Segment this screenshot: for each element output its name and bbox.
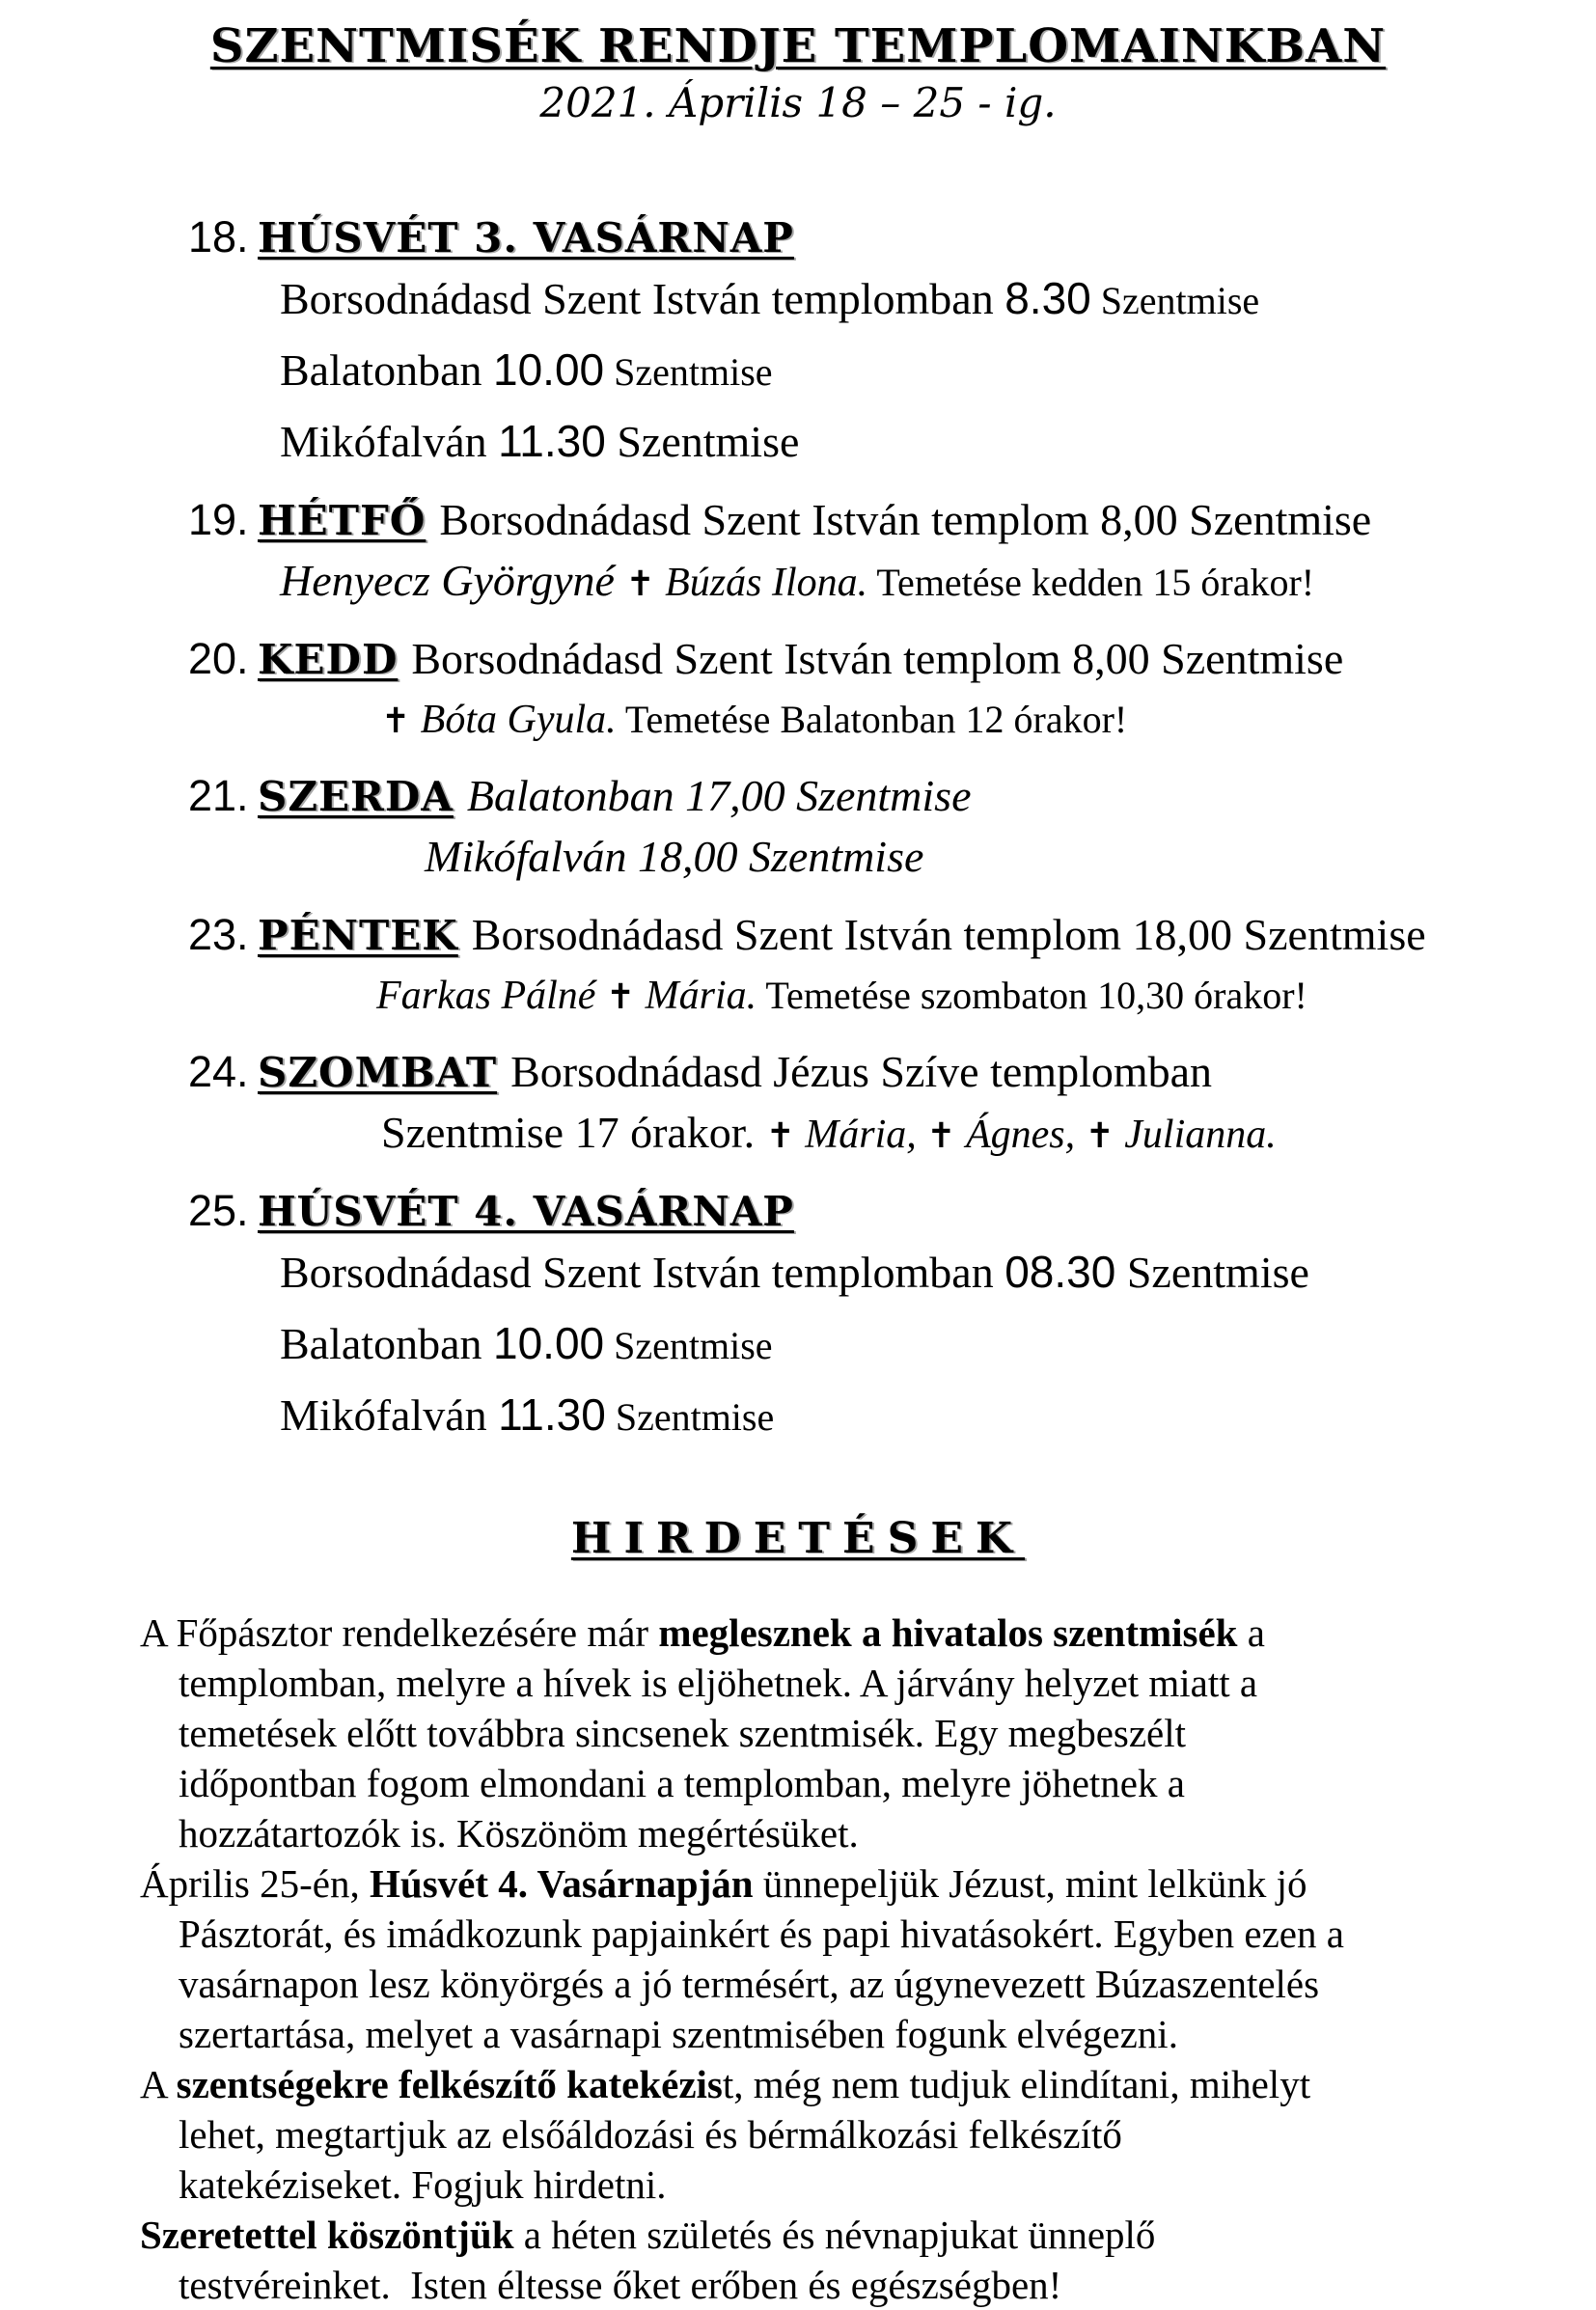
- text-segment-bold: Húsvét 4. Vasárnapján: [370, 1861, 754, 1906]
- item-day-name: HÉTFŐ: [258, 497, 427, 544]
- mass-label: Szentmise: [1115, 1248, 1309, 1297]
- paragraph-line: [179, 1909, 1528, 1959]
- deceased-name: Julianna.: [1114, 1113, 1277, 1157]
- funeral-line: [280, 551, 1596, 621]
- text-segment: A: [140, 2062, 177, 2106]
- item-day-name: KEDD: [258, 636, 399, 683]
- location-text: Balatonban 17,00 Szentmise: [466, 771, 972, 820]
- time-value: 10.00: [493, 1318, 605, 1368]
- text-segment: vasárnapon lesz könyörgés a jó termésért, az úgynevezett Búzaszentelés: [179, 1962, 1320, 2006]
- document-header: [0, 0, 1596, 126]
- item-number: 21.: [188, 771, 249, 820]
- announcement-paragraph: [140, 1608, 1528, 1858]
- paragraph-line: [140, 1608, 1528, 1658]
- latin-cross-icon: ✝: [1085, 1116, 1114, 1156]
- paragraph-line: [140, 2210, 1528, 2260]
- text-segment: ünnepeljük Jézust, mint lelkünk jó: [753, 1861, 1307, 1906]
- item-number: 23.: [188, 910, 249, 959]
- latin-cross-icon: ✝: [381, 701, 411, 741]
- schedule-item-header: [188, 1042, 1596, 1103]
- item-number: 19.: [188, 495, 249, 544]
- location-text: Mikófalván 18,00 Szentmise: [425, 832, 924, 881]
- latin-cross-icon: ✝: [625, 564, 655, 604]
- schedule-item: [188, 629, 1596, 758]
- time-value: 11.30: [498, 416, 606, 466]
- paragraph-line: [179, 2009, 1528, 2059]
- mass-label: Szentmise: [604, 350, 773, 394]
- paragraph-line: [179, 1808, 1528, 1858]
- item-number: 20.: [188, 634, 249, 683]
- funeral-note: Temetése szombaton 10,30 órakor!: [757, 974, 1307, 1017]
- deceased-name: Henyecz Györgyné: [280, 556, 626, 605]
- item-number: 25.: [188, 1186, 249, 1235]
- text-segment: katekéziseket. Fogjuk hirdetni.: [179, 2162, 667, 2207]
- schedule-line: [280, 411, 1596, 482]
- text-segment: szertartása, melyet a vasárnapi szentmisében fogunk elvégezni.: [179, 2012, 1178, 2056]
- funeral-note: Temetése Balatonban 12 órakor!: [616, 698, 1128, 741]
- location-text: Mikófalván: [280, 417, 499, 466]
- location-text: Borsodnádasd Szent István templom 8,00 Szentmise: [439, 495, 1372, 544]
- paragraph-line: [179, 1708, 1528, 1758]
- text-segment: templomban, melyre a hívek is eljöhetnek. A járvány helyzet miatt a: [179, 1661, 1258, 1705]
- announcement-paragraph: [140, 1858, 1528, 2059]
- funeral-line: [381, 690, 1596, 758]
- text-segment: A Főpásztor rendelkezésére már: [140, 1610, 659, 1655]
- paragraph-line: [179, 1758, 1528, 1808]
- schedule-item-header: [188, 766, 1596, 827]
- location-text: Balatonban: [280, 345, 493, 395]
- location-text: Balatonban: [280, 1319, 493, 1368]
- text-segment: Pásztorát, és imádkozunk papjainkért és papi hivatásokért. Egyben ezen a: [179, 1911, 1344, 1956]
- latin-cross-icon: ✝: [765, 1116, 795, 1156]
- deceased-name: Farkas Pálné: [376, 974, 606, 1018]
- text-segment: t, még nem tudjuk elindítani, mihelyt: [722, 2062, 1311, 2106]
- item-day-name: SZERDA: [258, 773, 454, 820]
- schedule-line: [280, 1242, 1596, 1313]
- paragraph-line: [179, 2109, 1528, 2159]
- paragraph-line: [179, 2260, 1528, 2310]
- page-subtitle: 2021. Április 18 – 25 - ig.: [539, 79, 1057, 126]
- latin-cross-icon: ✝: [605, 977, 636, 1017]
- paragraph-line: [140, 2059, 1528, 2109]
- paragraph-line: [179, 2159, 1528, 2210]
- mass-label: Szentmise: [1090, 279, 1260, 322]
- page-title: SZENTMISÉK RENDJE TEMPLOMAINKBAN: [209, 19, 1387, 73]
- announcements-body: [140, 1608, 1528, 2310]
- text-segment: hozzátartozók is. Köszönöm megértésüket.: [179, 1811, 859, 1856]
- item-day-name: SZOMBAT: [258, 1049, 498, 1096]
- funeral-note: Temetése kedden 15 órakor!: [867, 561, 1315, 604]
- schedule-item: [188, 490, 1596, 621]
- item-day-name: PÉNTEK: [258, 912, 458, 959]
- schedule-item: [188, 1181, 1596, 1456]
- schedule-item-header: [188, 207, 1596, 268]
- text-segment-bold: szentségekre felkészítő katekézis: [176, 2062, 723, 2106]
- announcements-heading: HIRDETÉSEK: [570, 1514, 1026, 1563]
- schedule-line: [280, 340, 1596, 411]
- schedule-item: [188, 207, 1596, 482]
- location-text: Borsodnádasd Jézus Szíve templomban: [510, 1047, 1213, 1096]
- deceased-name: Búzás Ilona.: [654, 561, 868, 605]
- location-text: Mikófalván: [280, 1390, 499, 1440]
- funeral-line: [381, 1103, 1596, 1173]
- time-value: 11.30: [498, 1389, 606, 1440]
- mass-label: Szentmise: [605, 417, 800, 466]
- deceased-name: Mária.: [635, 974, 757, 1018]
- schedule-item-header: [188, 1181, 1596, 1242]
- announcement-paragraph: [140, 2210, 1528, 2310]
- text-segment: testvéreinket. Isten éltesse őket erőben és egészségben!: [179, 2263, 1062, 2307]
- item-day-name: HÚSVÉT 3. VASÁRNAP: [258, 214, 794, 261]
- item-number: 18.: [188, 212, 249, 261]
- schedule-item: [188, 766, 1596, 897]
- schedule-line: [280, 1313, 1596, 1385]
- paragraph-line: [179, 1959, 1528, 2009]
- text-segment-bold: Szeretettel köszöntjük: [140, 2213, 514, 2257]
- mass-schedule-list: [188, 207, 1596, 1456]
- mass-label: Szentmise: [605, 1395, 775, 1439]
- deceased-name: Mária,: [794, 1113, 927, 1157]
- item-day-name: HÚSVÉT 4. VASÁRNAP: [258, 1188, 794, 1235]
- item-number: 24.: [188, 1047, 249, 1096]
- schedule-item-header: [188, 905, 1596, 966]
- paragraph-line: [179, 1658, 1528, 1708]
- deceased-name: Ágnes,: [955, 1113, 1086, 1157]
- location-text: Borsodnádasd Szent István templomban: [280, 1248, 1005, 1297]
- text-segment-bold: meglesznek a hivatalos szentmisék: [658, 1610, 1238, 1655]
- mass-label: Szentmise: [604, 1324, 773, 1367]
- location-text: Borsodnádasd Szent István templom 8,00 Szentmise: [411, 634, 1344, 683]
- announcement-paragraph: [140, 2059, 1528, 2210]
- deceased-name: Bóta Gyula.: [410, 698, 617, 742]
- schedule-item-header: [188, 490, 1596, 551]
- latin-cross-icon: ✝: [926, 1116, 956, 1156]
- text-segment: lehet, megtartjuk az elsőáldozási és bérmálkozási felkészítő: [179, 2112, 1122, 2157]
- time-value: 8.30: [1004, 273, 1091, 323]
- text-segment: temetések előtt továbbra sincsenek szentmisék. Egy megbeszélt: [179, 1711, 1187, 1755]
- schedule-line: [280, 268, 1596, 340]
- schedule-line: [425, 827, 1596, 897]
- schedule-item-header: [188, 629, 1596, 690]
- schedule-item: [188, 905, 1596, 1034]
- mass-time-text: Szentmise 17 órakor.: [381, 1108, 766, 1157]
- text-segment: Április 25-én,: [140, 1861, 370, 1906]
- location-text: Borsodnádasd Szent István templom 18,00 Szentmise: [471, 910, 1426, 959]
- schedule-item: [188, 1042, 1596, 1173]
- location-text: Borsodnádasd Szent István templomban: [280, 274, 1005, 323]
- schedule-line: [280, 1385, 1596, 1456]
- funeral-line: [376, 966, 1596, 1034]
- time-value: 10.00: [493, 344, 605, 395]
- text-segment: a héten születés és névnapjukat ünneplő: [513, 2213, 1156, 2257]
- announcements-section-header: [0, 1514, 1596, 1563]
- text-segment: a: [1237, 1610, 1265, 1655]
- text-segment: időpontban fogom elmondani a templomban, melyre jöhetnek a: [179, 1761, 1185, 1805]
- time-value: 08.30: [1004, 1247, 1116, 1297]
- paragraph-line: [140, 1858, 1528, 1909]
